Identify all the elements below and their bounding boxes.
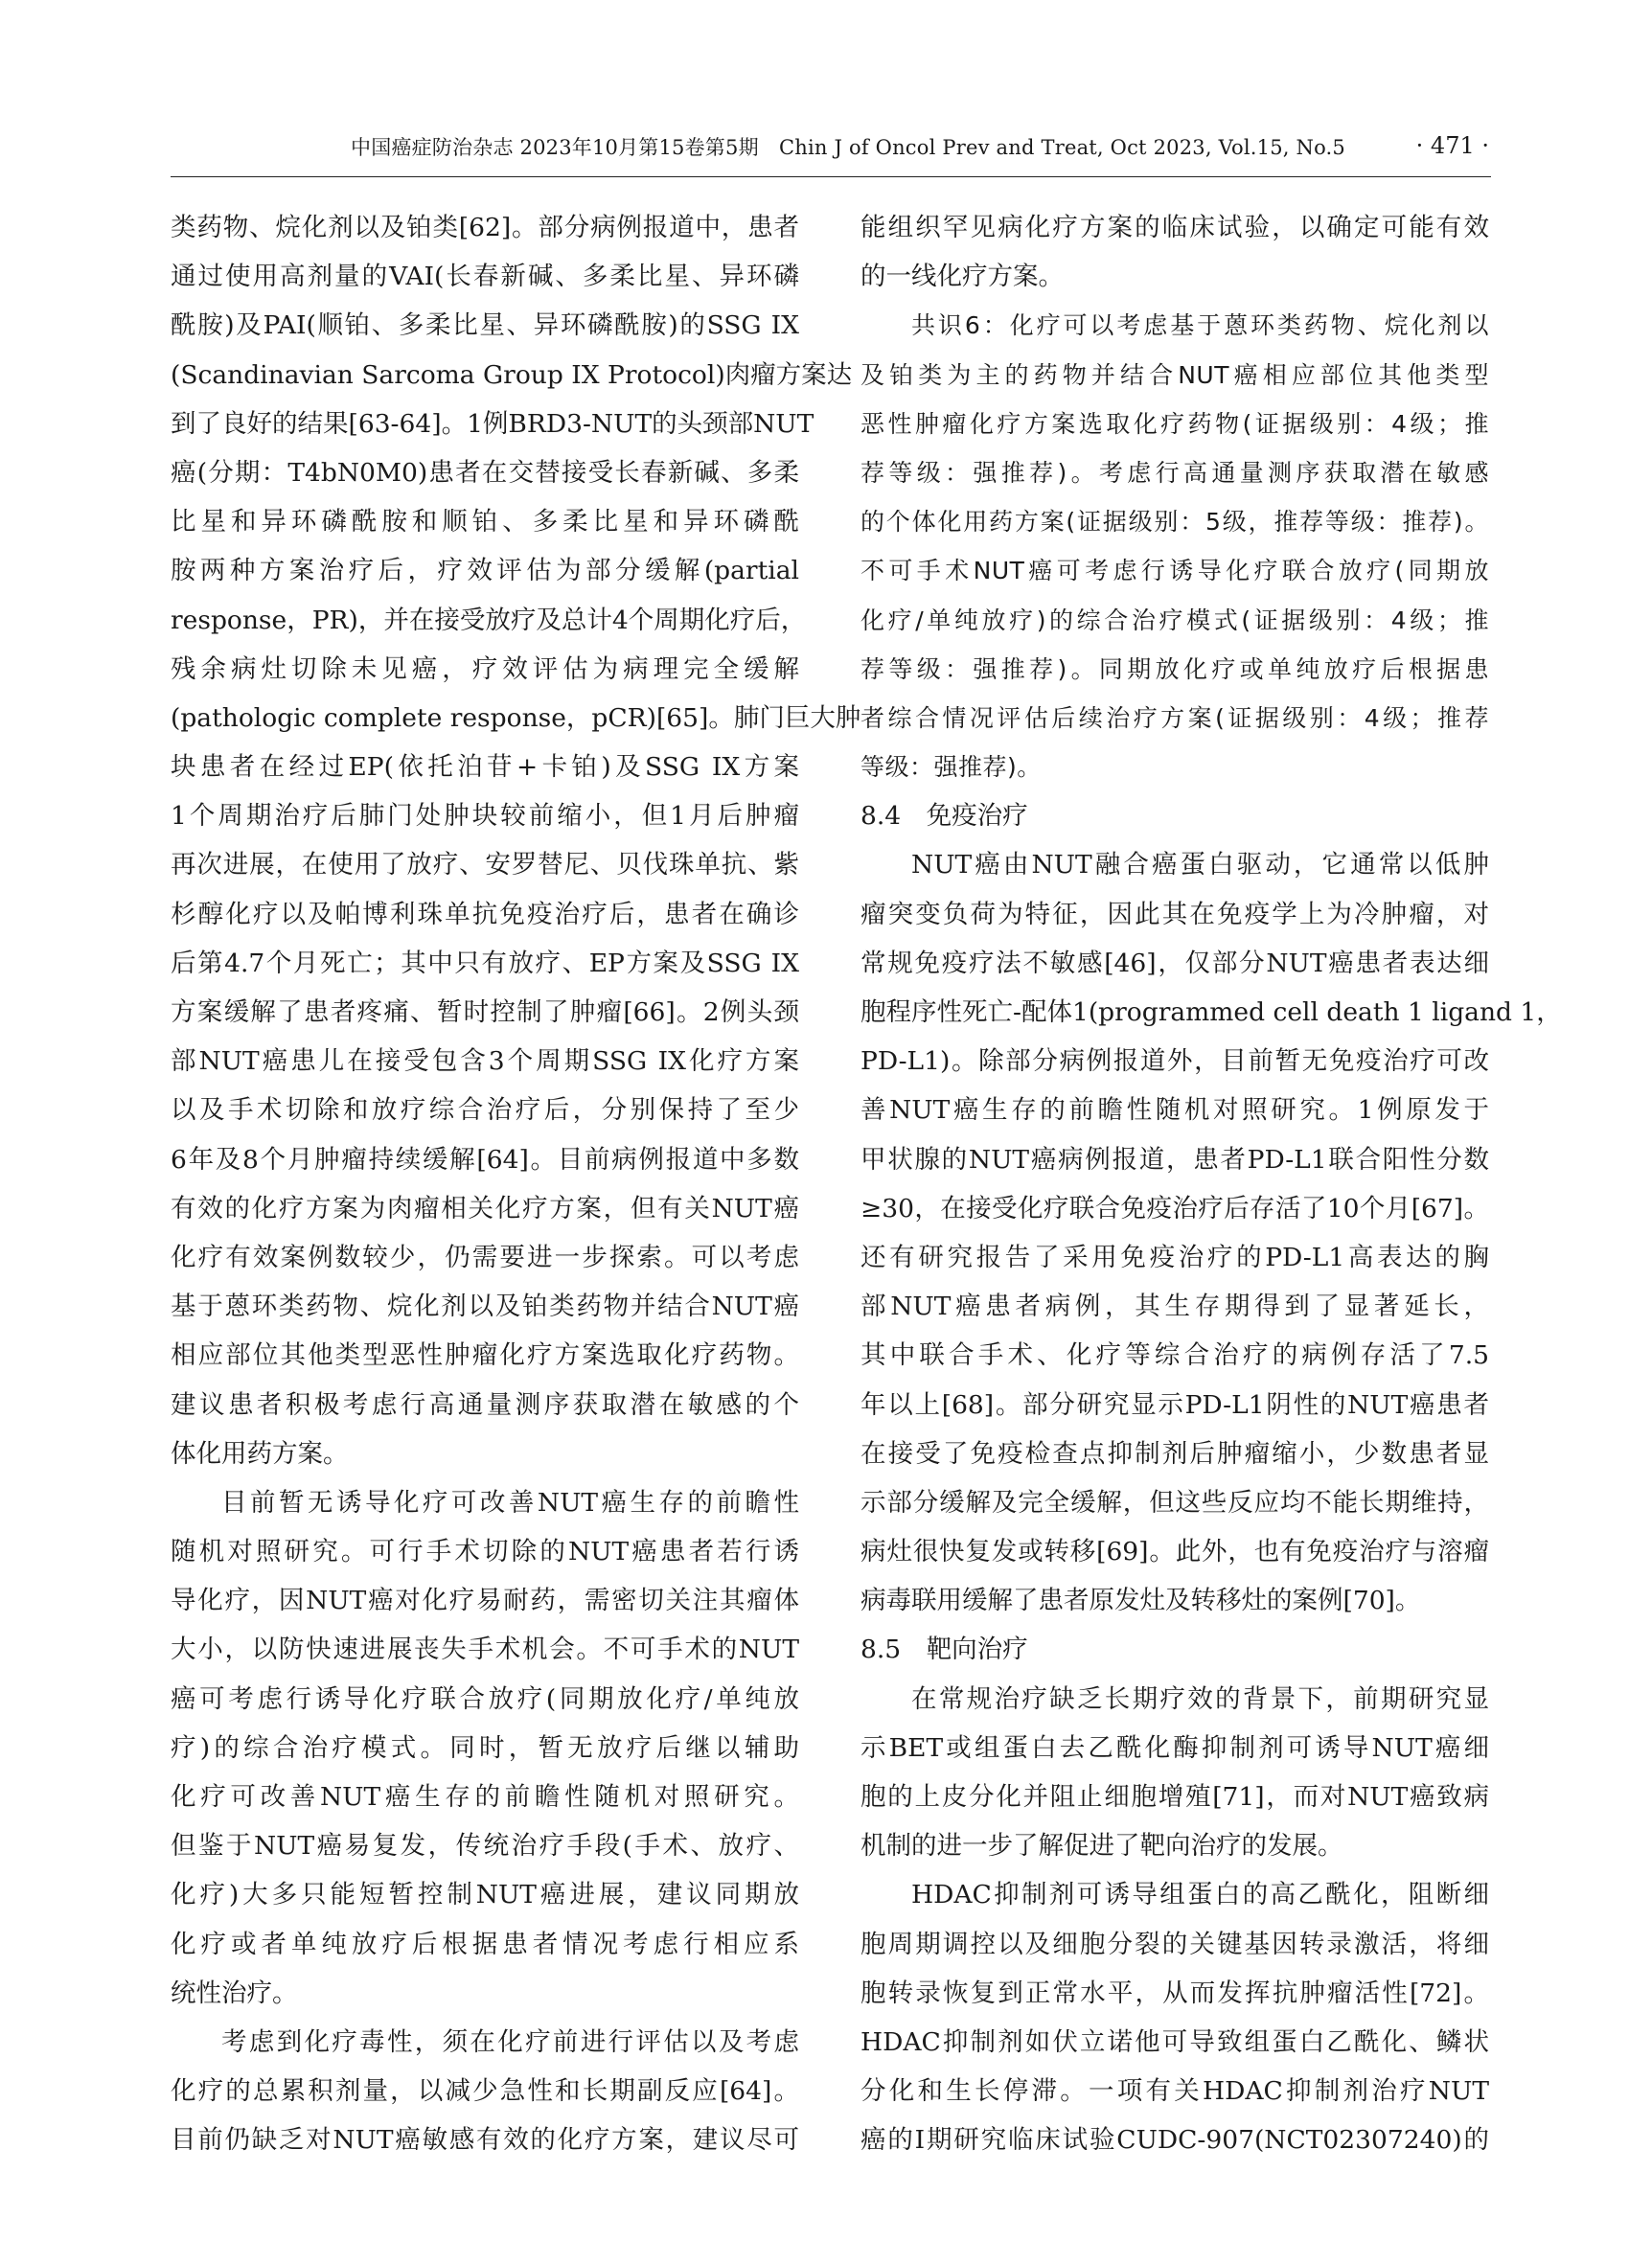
text-line: 的一线化疗方案。 [860, 262, 1064, 292]
paragraph-immunotherapy [860, 840, 1562, 1625]
section-heading-8-4 [860, 791, 1489, 840]
text-line: 者综合情况评估后续治疗方案(证据级别：4级；推荐 [860, 703, 1489, 732]
text-line: 残余病灶切除未见癌，疗效评估为病理完全缓解 [171, 653, 799, 684]
text-line: 能组织罕见病化疗方案的临床试验，以确定可能有效 [860, 213, 1489, 242]
text-line: 以及手术切除和放疗综合治疗后，分别保持了至少 [171, 1095, 799, 1126]
text-line: 还有研究报告了采用免疫治疗的PD-L1高表达的胸 [860, 1242, 1489, 1272]
text-line: 甲状腺的NUT癌病例报道，患者PD-L1联合阳性分数 [860, 1144, 1489, 1175]
text-line: 化疗/单纯放疗)的综合治疗模式(证据级别：4级；推 [860, 606, 1489, 634]
text-line: 目前暂无诱导化疗可改善NUT癌生存的前瞻性 [221, 1487, 799, 1518]
text-line: 善NUT癌生存的前瞻性随机对照研究。1例原发于 [860, 1095, 1489, 1126]
text-line: 后第4.7个月死亡；其中只有放疗、EP方案及SSG IX [171, 948, 799, 978]
text-line: 胞周期调控以及细胞分裂的关键基因转录激活，将细 [860, 1929, 1489, 1959]
header-rule [171, 176, 1491, 177]
text-line: 在接受了免疫检查点抑制剂后肿瘤缩小，少数患者显 [860, 1438, 1489, 1469]
text-line: 考虑到化疗毒性，须在化疗前进行评估以及考虑 [221, 2026, 799, 2057]
text-line: response，PR)，并在接受放疗及总计4个周期化疗后， [171, 605, 807, 635]
running-header [125, 128, 1489, 167]
text-line: 胞的上皮分化并阻止细胞增殖[71]，而对NUT癌致病 [860, 1782, 1489, 1812]
text-line: 其中联合手术、化疗等综合治疗的病例存活了7.5 [860, 1340, 1489, 1371]
text-line: 分化和生长停滞。一项有关HDAC抑制剂治疗NUT [860, 2076, 1489, 2107]
text-line: 酰胺)及PAI(顺铂、多柔比星、异环磷酰胺)的SSG IX [171, 310, 799, 341]
text-line: 随机对照研究。可行手术切除的NUT癌患者若行诱 [171, 1537, 799, 1567]
text-line: 比星和异环磷酰胺和顺铂、多柔比星和异环磷酰 [171, 507, 799, 537]
paragraph-chemo-cases [171, 203, 861, 1478]
text-line: 大小，以防快速进展丧失手术机会。不可手术的NUT [171, 1635, 799, 1665]
text-line: 类药物、烷化剂以及铂类[62]。部分病例报道中，患者 [171, 213, 799, 242]
text-line: 病灶很快复发或转移[69]。此外，也有免疫治疗与溶瘤 [860, 1537, 1489, 1567]
text-line: PD-L1)。除部分病例报道外，目前暂无免疫治疗可改 [860, 1046, 1489, 1077]
text-line: 体化用药方案。 [171, 1438, 349, 1469]
paragraph-induction-chemo [171, 1478, 799, 2018]
right-column [860, 203, 1562, 2165]
section-heading-8-5 [860, 1625, 1489, 1674]
text-line: 胞程序性死亡-配体1(programmed cell death 1 ligand 1， [860, 997, 1562, 1027]
text-line: 的个体化用药方案(证据级别：5级，推荐等级：推荐)。 [860, 508, 1489, 537]
text-line: 疗)的综合治疗模式。同时，暂无放疗后继以辅助 [171, 1732, 799, 1763]
text-line: 目前仍缺乏对NUT癌敏感有效的化疗方案，建议尽可 [171, 2125, 799, 2156]
text-line: 再次进展，在使用了放疗、安罗替尼、贝伐珠单抗、紫 [171, 850, 799, 880]
text-line: 机制的进一步了解促进了靶向治疗的发展。 [860, 1831, 1343, 1862]
text-line: 不可手术NUT癌可考虑行诱导化疗联合放疗(同期放 [860, 557, 1489, 585]
text-line: HDAC抑制剂如伏立诺他可导致组蛋白乙酰化、鳞状 [860, 2026, 1489, 2057]
text-line: 基于蒽环类药物、烷化剂以及铂类药物并结合NUT癌 [171, 1292, 799, 1322]
journal-citation: 中国癌症防治杂志 2023年10月第15卷第5期 Chin J of Oncol Prev and Treat, Oct 2023, Vol.15, No.5 [351, 136, 1345, 159]
text-line: 化疗可改善NUT癌生存的前瞻性随机对照研究。 [171, 1782, 799, 1812]
text-line: 共识6：化疗可以考虑基于蒽环类药物、烷化剂以 [911, 311, 1489, 340]
text-line: 6年及8个月肿瘤持续缓解[64]。目前病例报道中多数 [171, 1144, 799, 1175]
text-line: NUT癌由NUT融合癌蛋白驱动，它通常以低肿 [911, 850, 1489, 880]
text-line: 胺两种方案治疗后，疗效评估为部分缓解(partial [171, 556, 799, 586]
text-line: 在常规治疗缺乏长期疗效的背景下，前期研究显 [911, 1683, 1489, 1714]
text-line: 建议患者积极考虑行高通量测序获取潜在敏感的个 [171, 1389, 799, 1420]
text-line: 癌可考虑行诱导化疗联合放疗(同期放化疗/单纯放 [171, 1683, 799, 1714]
heading-text: 8.5 靶向治疗 [860, 1635, 1028, 1665]
paragraph-continued [860, 203, 1489, 301]
text-line: 相应部位其他类型恶性肿瘤化疗方案选取化疗药物。 [171, 1340, 799, 1371]
text-line: 荐等级：强推荐)。同期放化疗或单纯放疗后根据患 [860, 654, 1489, 683]
text-line: 化疗的总累积剂量，以减少急性和长期副反应[64]。 [171, 2076, 799, 2107]
text-line: 癌的Ⅰ期研究临床试验CUDC-907(NCT02307240)的 [860, 2125, 1489, 2156]
text-line: 恶性肿瘤化疗方案选取化疗药物(证据级别：4级；推 [860, 409, 1489, 438]
paragraph-hdac-inhibitors [860, 1870, 1489, 2164]
text-line: 化疗或者单纯放疗后根据患者情况考虑行相应系 [171, 1929, 799, 1959]
text-line: 等级：强推荐)。 [860, 753, 1042, 782]
heading-text: 8.4 免疫治疗 [860, 801, 1028, 832]
text-line: 部NUT癌患儿在接受包含3个周期SSG IX化疗方案 [171, 1046, 799, 1077]
text-line: 1个周期治疗后肺门处肿块较前缩小，但1月后肿瘤 [171, 801, 799, 832]
left-column [171, 203, 861, 2165]
text-line: 病毒联用缓解了患者原发灶及转移灶的案例[70]。 [860, 1586, 1421, 1616]
text-line: (pathologic complete response，pCR)[65]。肺门巨大肿 [171, 702, 861, 733]
text-line: 部NUT癌患者病例，其生存期得到了显著延长， [860, 1292, 1489, 1322]
text-line: 化疗有效案例数较少，仍需要进一步探索。可以考虑 [171, 1242, 799, 1272]
text-line: 到了良好的结果[63-64]。1例BRD3-NUT的头颈部NUT [171, 408, 815, 439]
text-line: 但鉴于NUT癌易复发，传统治疗手段(手术、放疗、 [171, 1831, 799, 1862]
text-line: 癌(分期：T4bN0M0)患者在交替接受长春新碱、多柔 [171, 457, 799, 488]
consensus-6 [860, 301, 1489, 791]
text-line: 统性治疗。 [171, 1978, 298, 2008]
text-line: 瘤突变负荷为特征，因此其在免疫学上为冷肿瘤，对 [860, 899, 1489, 929]
text-line: 方案缓解了患者疼痛、暂时控制了肿瘤[66]。2例头颈 [171, 997, 799, 1027]
text-line: 通过使用高剂量的VAI(长春新碱、多柔比星、异环磷 [171, 262, 799, 292]
paragraph-chemo-toxicity [171, 2018, 799, 2165]
text-line: 有效的化疗方案为肉瘤相关化疗方案，但有关NUT癌 [171, 1193, 799, 1223]
text-line: 杉醇化疗以及帕博利珠单抗免疫治疗后，患者在确诊 [171, 899, 799, 929]
text-line: (Scandinavian Sarcoma Group IX Protocol)肉瘤方案达 [171, 359, 853, 390]
text-line: 示部分缓解及完全缓解，但这些反应均不能长期维持， [860, 1487, 1489, 1518]
text-line: HDAC抑制剂可诱导组蛋白的高乙酰化，阻断细 [911, 1880, 1489, 1910]
paragraph-targeted-therapy [860, 1675, 1489, 1871]
text-line: 导化疗，因NUT癌对化疗易耐药，需密切关注其瘤体 [171, 1586, 799, 1616]
text-line: 荐等级：强推荐)。考虑行高通量测序获取潜在敏感 [860, 458, 1489, 487]
page-number: · 471 · [1415, 132, 1489, 159]
text-line: 常规免疫疗法不敏感[46]，仅部分NUT癌患者表达细 [860, 948, 1489, 978]
text-line: 年以上[68]。部分研究显示PD-L1阴性的NUT癌患者 [860, 1389, 1489, 1420]
text-line: 块患者在经过EP(依托泊苷+卡铂)及SSG IX方案 [171, 752, 799, 783]
text-line: 示BET或组蛋白去乙酰化酶抑制剂可诱导NUT癌细 [860, 1732, 1489, 1763]
text-line: 化疗)大多只能短暂控制NUT癌进展，建议同期放 [171, 1880, 799, 1910]
text-line: 胞转录恢复到正常水平，从而发挥抗肿瘤活性[72]。 [860, 1978, 1489, 2008]
text-line: ≥30，在接受化疗联合免疫治疗后存活了10个月[67]。 [860, 1193, 1489, 1223]
text-line: 及铂类为主的药物并结合NUT癌相应部位其他类型 [860, 360, 1489, 389]
